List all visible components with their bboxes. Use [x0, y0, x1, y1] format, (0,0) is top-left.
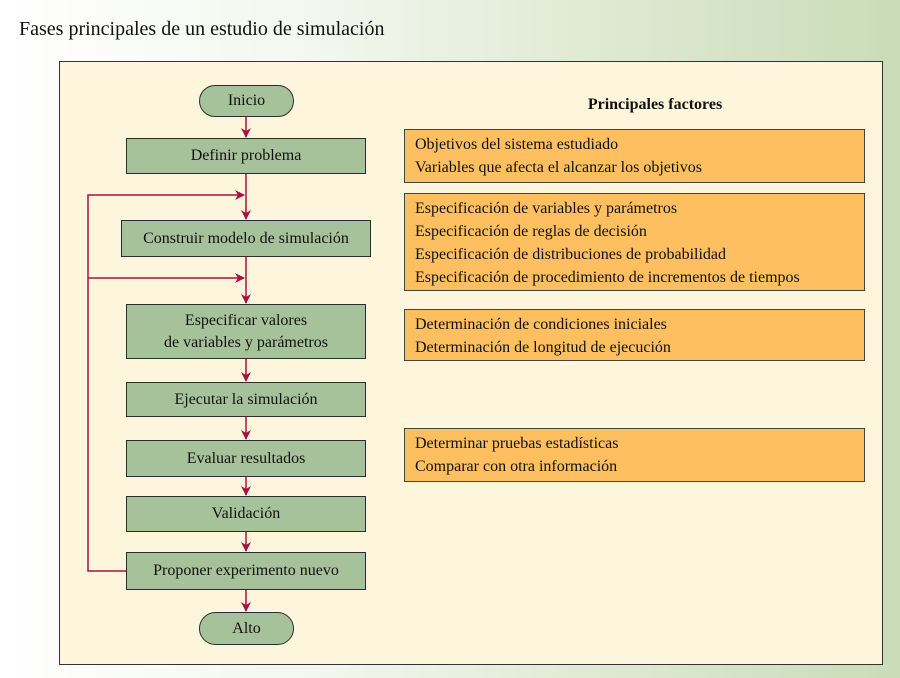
factor-line: Especificación de procedimiento de incrementos de tiempos: [415, 269, 800, 286]
end-terminal: Alto: [199, 612, 294, 645]
factor-line: Determinación de condiciones iniciales: [415, 316, 667, 333]
factor-line: Comparar con otra información: [415, 458, 618, 475]
specify-values-step: [126, 304, 366, 359]
factor-line: Variables que afecta el alcanzar los objetivos: [415, 159, 702, 176]
propose-experiment-step: Proponer experimento nuevo: [126, 552, 366, 590]
build-model-step: Construir modelo de simulación: [121, 220, 371, 257]
factor-line: Objetivos del sistema estudiado: [415, 136, 619, 153]
page-title: Fases principales de un estudio de simulación: [19, 18, 385, 40]
factor-line: Especificación de distribuciones de probabilidad: [415, 246, 727, 263]
factors-box-evaluate: [404, 428, 865, 482]
specify-values-line-1: Especificar valores: [184, 311, 308, 329]
factor-line: Especificación de reglas de decisión: [415, 223, 647, 240]
validation-step: Validación: [126, 496, 366, 532]
factors-box-define: [404, 129, 865, 183]
specify-values-line-2: de variables y parámetros: [164, 333, 328, 351]
define-problem-step: Definir problema: [126, 138, 366, 174]
factors-heading: Principales factores: [587, 96, 723, 113]
factor-line: Especificación de variables y parámetros: [415, 200, 678, 217]
run-simulation-step: Ejecutar la simulación: [126, 382, 366, 417]
start-terminal: Inicio: [199, 85, 294, 117]
factors-box-specify: [404, 309, 865, 361]
factors-box-build: [404, 193, 865, 291]
factor-line: Determinación de longitud de ejecución: [415, 339, 671, 356]
evaluate-results-step: Evaluar resultados: [126, 440, 366, 477]
factor-line: Determinar pruebas estadísticas: [415, 435, 619, 452]
